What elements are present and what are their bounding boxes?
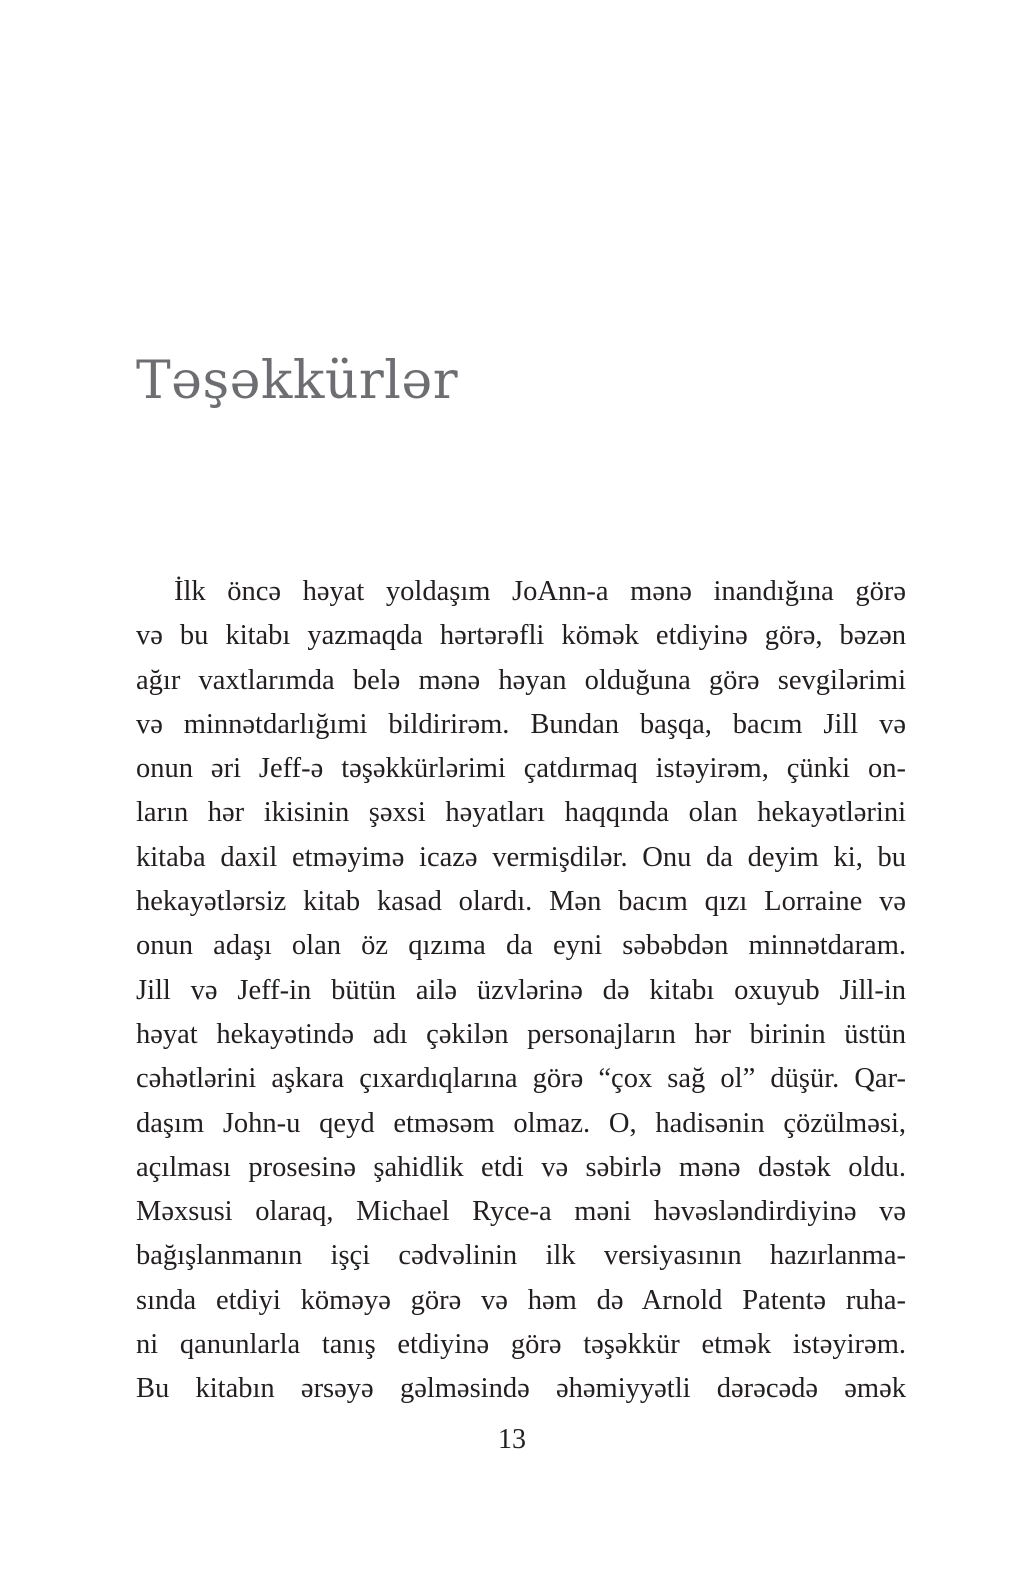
text-line: onun adaşı olan öz qızıma da eyni səbəbdən minnətdaram.: [136, 930, 906, 962]
text-line: Bu kitabın ərsəyə gəlməsində əhəmiyyətli dərəcədə əmək: [136, 1373, 906, 1405]
text-line: daşım John-u qeyd etməsəm olmaz. O, hadisənin çözülməsi,: [136, 1107, 906, 1139]
text-line: həyat hekayətində adı çəkilən personajların hər birinin üstün: [136, 1018, 906, 1050]
text-line: ni qanunlarla tanış etdiyinə görə təşəkkür etmək istəyirəm.: [136, 1329, 906, 1361]
text-line: və minnətdarlığımi bildirirəm. Bundan başqa, bacım Jill və: [136, 708, 906, 740]
text-line: İlk öncə həyat yoldaşım JoAnn-a mənə inandığına görə: [174, 576, 906, 607]
text-line: açılması prosesinə şahidlik etdi və səbirlə mənə dəstək oldu.: [136, 1151, 906, 1183]
text-line: onun əri Jeff-ə təşəkkürlərimi çatdırmaq istəyirəm, çünki on-: [136, 753, 906, 785]
text-line: cəhətlərini aşkara çıxardıqlarına görə “çox sağ ol” düşür. Qar-: [136, 1063, 906, 1095]
text-line: və bu kitabı yazmaqda hərtərəfli kömək etdiyinə görə, bəzən: [136, 620, 906, 652]
page-number: 13: [498, 1424, 526, 1455]
text-line: kitaba daxil etməyimə icazə vermişdilər. Onu da deyim ki, bu: [136, 841, 906, 873]
text-line: Məxsusi olaraq, Michael Ryce-a məni həvəsləndirdiyinə və: [136, 1196, 906, 1228]
text-line: Jill və Jeff-in bütün ailə üzvlərinə də kitabı oxuyub Jill-in: [136, 974, 906, 1006]
text-line: sında etdiyi köməyə görə və həm də Arnold Patentə ruha-: [136, 1284, 906, 1316]
text-line: ların hər ikisinin şəxsi həyatları haqqında olan hekayətlərini: [136, 797, 906, 829]
text-line: bağışlanmanın işçi cədvəlinin ilk versiyasının hazırlanma-: [136, 1240, 906, 1272]
text-line: ağır vaxtlarımda belə mənə həyan olduğuna görə sevgilərimi: [136, 664, 906, 696]
chapter-title: Təşəkkürlər: [136, 351, 459, 411]
body-paragraph: [136, 570, 906, 1412]
text-line: hekayətlərsiz kitab kasad olardı. Mən bacım qızı Lorraine və: [136, 886, 906, 918]
